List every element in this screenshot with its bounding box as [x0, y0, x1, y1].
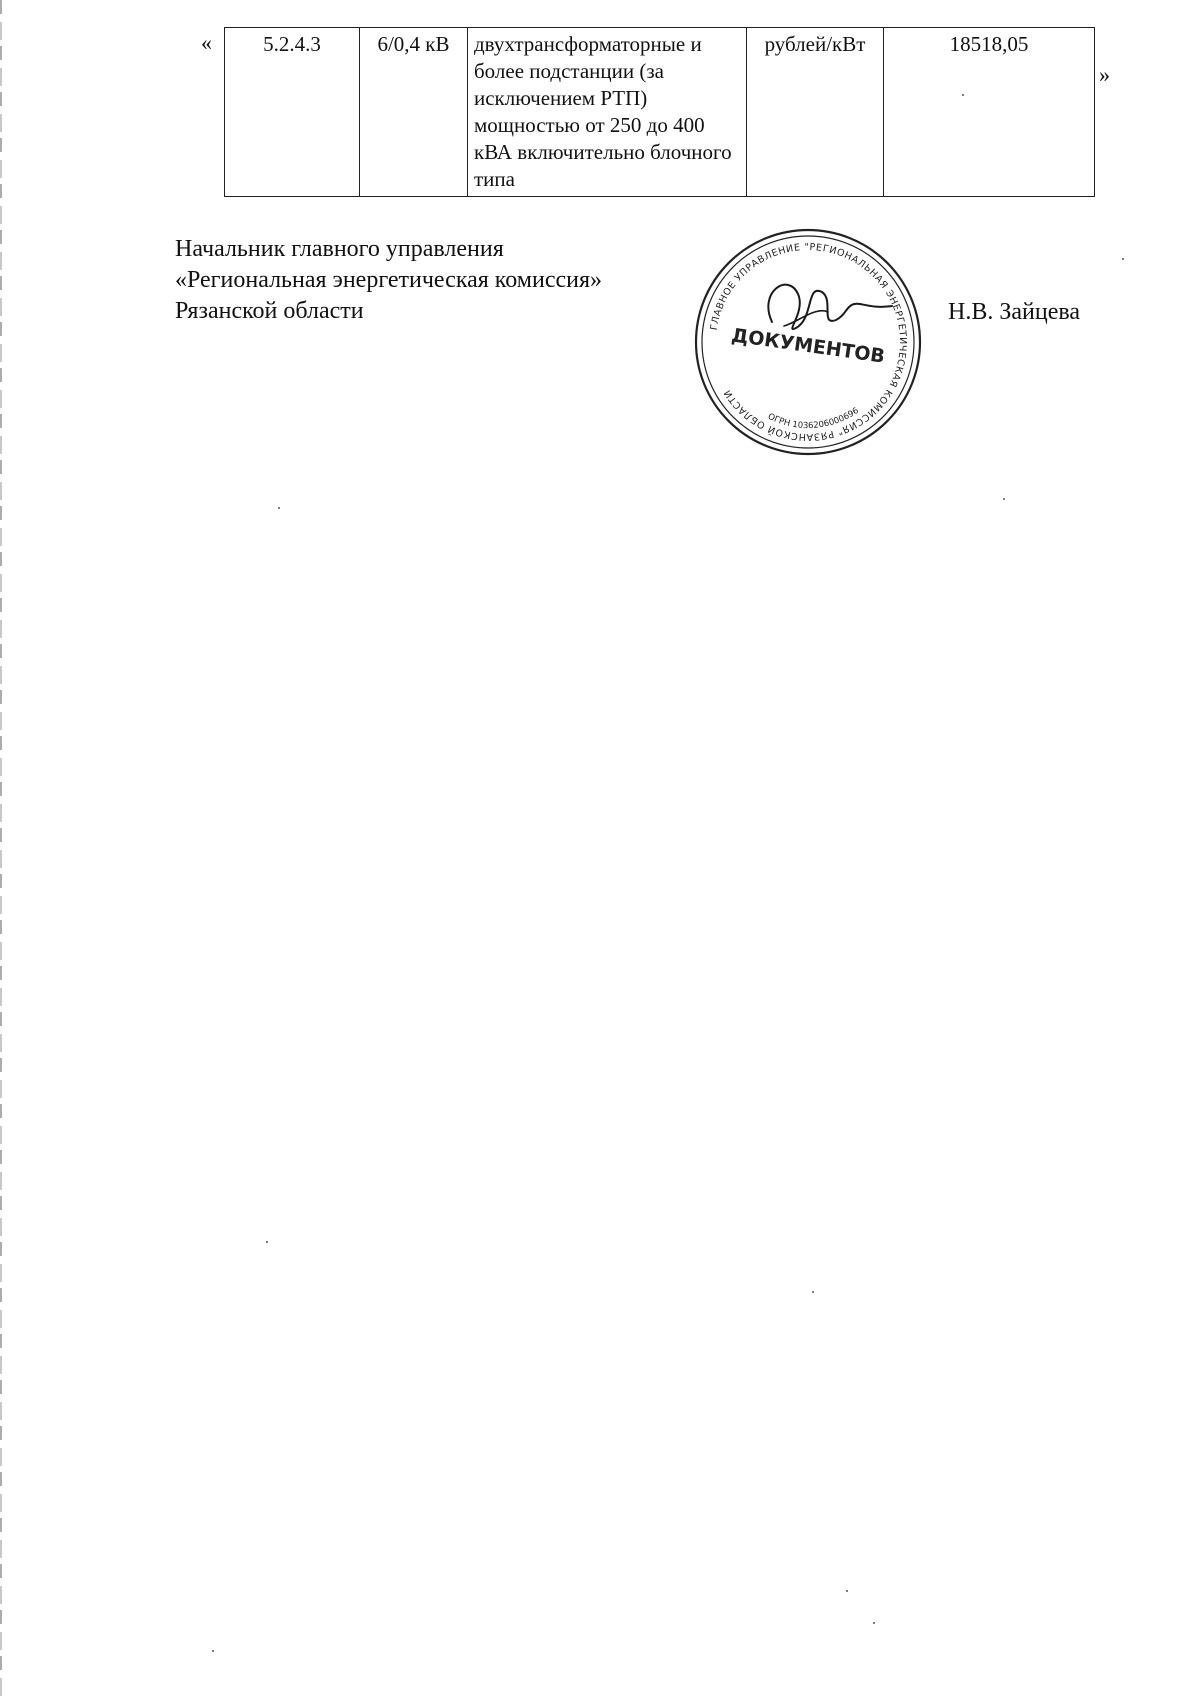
scan-speck: [873, 1622, 875, 1624]
description-cell: двухтрансформаторные и более подстанции (за исключением РТП) мощностью от 250 до 400 кВА включительно блочного типа: [468, 28, 747, 197]
handwritten-signature: [768, 285, 892, 329]
scan-speck: [1122, 258, 1124, 260]
signatory-name: Н.В. Зайцева: [948, 299, 1081, 325]
stamp-ring-text: ГЛАВНОЕ УПРАВЛЕНИЕ "РЕГИОНАЛЬНАЯ ЭНЕРГЕТИЧЕСКАЯ КОМИССИЯ" РЯЗАНСКОЙ ОБЛАСТИ: [708, 241, 909, 443]
scan-speck: [212, 1650, 214, 1652]
unit-cell: рублей/кВт: [747, 28, 884, 197]
stamp-ogrn-text: ОГРН 1036206000696: [766, 405, 861, 432]
scan-speck: [962, 94, 964, 96]
scan-speck: [812, 1291, 814, 1293]
table-row: [225, 28, 1095, 197]
voltage-cell: 6/0,4 кВ: [360, 28, 468, 197]
scan-speck: [1003, 498, 1005, 500]
item-number-cell: 5.2.4.3: [225, 28, 360, 197]
value-cell: 18518,05: [884, 28, 1095, 197]
opening-quote: «: [201, 30, 212, 55]
position-line: Начальник главного управления: [175, 236, 504, 262]
scan-speck: [266, 1241, 268, 1243]
scan-speck: [278, 507, 280, 509]
signatory-position: [175, 234, 602, 327]
scan-edge-artifact: [0, 0, 2, 1701]
closing-quote: »: [1099, 62, 1110, 87]
stamp-center-text: ДОКУМЕНТОВ: [730, 324, 887, 368]
position-line: «Региональная энергетическая комиссия»: [175, 267, 603, 293]
official-stamp: [688, 222, 928, 462]
position-line: Рязанской области: [175, 298, 364, 324]
tariff-table: [224, 27, 1095, 197]
scan-speck: [846, 1590, 848, 1592]
